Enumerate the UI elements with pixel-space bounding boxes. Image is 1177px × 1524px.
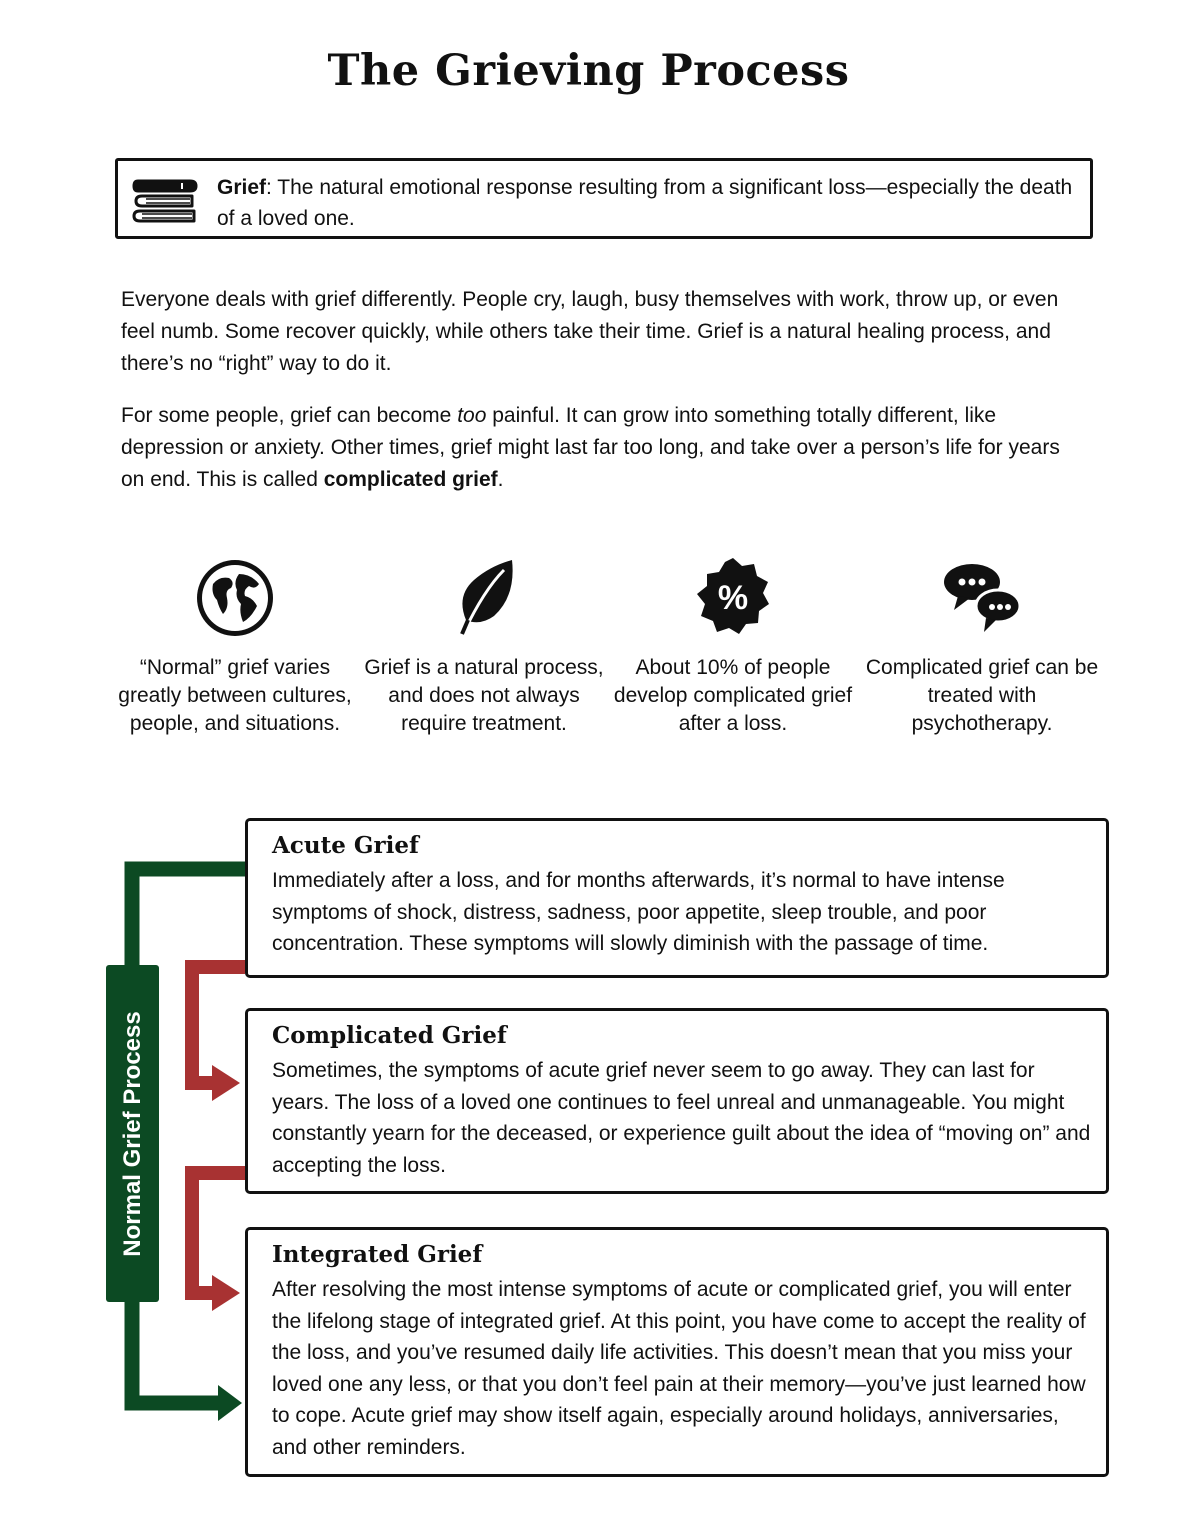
globe-icon <box>193 556 277 640</box>
red-flow-line-2 <box>192 1173 245 1293</box>
fact-text: Grief is a natural process, and does not always require treatment. <box>364 656 604 735</box>
fact-text: “Normal” grief varies greatly between cultures, people, and situations. <box>118 656 352 735</box>
fact-item <box>857 556 1107 738</box>
flow-label-text: Normal Grief Process <box>118 1010 146 1257</box>
fact-text: Complicated grief can be treated with psychotherapy. <box>865 656 1099 735</box>
percent-badge-icon <box>691 556 775 640</box>
stage-text: Immediately after a loss, and for months afterwards, it’s normal to have intense symptoms of shock, distress, sadness, poor appetite, sleep trouble, and poor concentration. These symptoms will slowly diminish with the passage of time. <box>272 869 1005 955</box>
red-flow-line-1 <box>192 967 245 1083</box>
books-icon <box>132 177 198 229</box>
p2-text-1: For some people, grief can become <box>121 404 458 427</box>
page-title: The Grieving Process <box>327 46 850 96</box>
stage-title: Acute Grief <box>272 832 419 859</box>
stage-text: After resolving the most intense symptoms of acute or complicated grief, you will enter the lifelong stage of integrated grief. At this point, you have come to accept the reality of the loss, and you’ve resumed daily life activities. This doesn’t mean that you miss your loved one any less, or that you don’t feel pain at their memory—you’ve just learned how to cope. Acute grief may show itself again, especially around holidays, anniversaries, and other reminders. <box>272 1278 1086 1459</box>
fact-item <box>110 556 360 738</box>
fact-text: About 10% of people develop complicated grief after a loss. <box>613 656 853 735</box>
definition-term: Grief <box>217 176 267 199</box>
fact-item <box>359 556 609 738</box>
p2-text-2: painful. It can grow into something totally different, like depression or anxiety. Other times, grief might last far too long, and take over a person’s life for years on end. This is called <box>121 404 1060 491</box>
stage-integrated-grief <box>245 1227 1109 1477</box>
definition-body: : The natural emotional response resulting from a significant loss—especially the death of a loved one. <box>217 176 1073 230</box>
intro-paragraph: Everyone deals with grief differently. People cry, laugh, busy themselves with work, throw up, or even feel numb. Some recover quickly, while others take their time. Grief is a natural healing process, and there’s no “right” way to do it. <box>121 288 1059 375</box>
fact-item <box>608 556 858 738</box>
facts-row <box>110 556 1100 776</box>
stage-complicated-grief <box>245 1008 1109 1194</box>
stage-text: Sometimes, the symptoms of acute grief never seem to go away. They can last for years. The loss of a loved one continues to feel unreal and unmanageable. You might constantly yearn for the deceased, or experience guilt about the idea of “moving on” and accepting the loss. <box>272 1059 1091 1177</box>
definition-text <box>217 172 1076 234</box>
stage-title: Integrated Grief <box>272 1241 483 1268</box>
p2-bold-term: complicated grief <box>323 468 498 491</box>
svg-text:%: % <box>717 579 749 617</box>
p2-text-3: . <box>497 468 504 491</box>
normal-grief-process-label <box>106 965 159 1302</box>
leaf-icon <box>442 556 526 640</box>
p2-emphasis: too <box>457 404 487 427</box>
chat-bubbles-icon <box>940 556 1024 640</box>
complicated-grief-paragraph <box>121 400 1086 496</box>
definition-box <box>115 158 1093 239</box>
red-arrowhead-2 <box>212 1275 240 1311</box>
stage-acute-grief <box>245 818 1109 978</box>
green-arrowhead <box>218 1385 242 1421</box>
stage-title: Complicated Grief <box>272 1022 507 1049</box>
red-arrowhead-1 <box>212 1065 240 1101</box>
